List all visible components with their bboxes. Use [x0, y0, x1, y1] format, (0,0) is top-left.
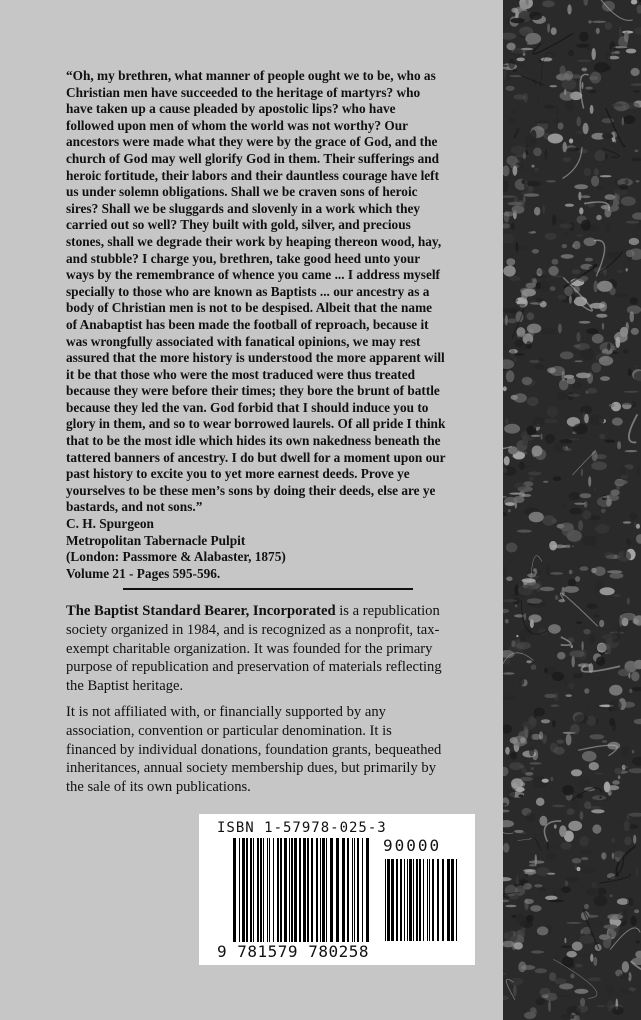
price-code: 90000	[383, 836, 442, 855]
addon-barcode-bars	[385, 859, 459, 941]
marble-texture-strip	[503, 0, 641, 1020]
quote-publisher: (London: Passmore & Alabaster, 1875)	[66, 549, 286, 565]
publisher-description	[66, 602, 444, 804]
marble-texture	[503, 0, 641, 1020]
divider-rule	[123, 588, 413, 590]
about-paragraph-1-text: is a republication society organized in 1984, and is recognized as a nonprofit, tax-exempt charitable organization. It was founded for the primary purpose of republication and preservation of materials reflecting the Baptist heritage.	[66, 603, 442, 695]
quote-text: “Oh, my brethren, what manner of people ought we to be, who as Christian men have succeeded to the heritage of martyrs? who have taken up a cause pleaded by apostolic lips? who have followed upon men of whom the world was not worthy? Our ancestors were made what they were by the grace of God, and the church of God may well glorify God in them. Their sufferings and heroic fortitude, their labors and their dauntless courage have left us under solemn obligations. Shall we be craven sons of heroic sires? Shall we be sluggards and slovenly in a work which they carried out so well? They built with gold, silver, and precious stones, shall we degrade their work by heaping thereon wood, hay, and stubble? I charge you, brethren, take good heed unto your ways by the remembrance of whence you came ... I address myself specially to those who are known as Baptists ... our ancestry as a body of Christian men is not to be despised. Albeit that the name of Anabaptist has been made the football of reproach, because it was wrongfully associated with fanatical opinions, we may rest assured that the more history is understood the more apparent will it be that those who were the most traduced were thus treated because they were before their times; they bore the brunt of battle because they led the van. God forbid that I should induce you to glory in them, and so to wear borrowed laurels. Of all pride I think that to be the most idle which hides its own nakedness beneath the tattered banners of ancestry. I do but dwell for a moment upon our past history to excite you to yet more earnest deeds. Prove ye yourselves to be these men’s sons by doing their deeds, else are ye bastards, and not sons.”	[66, 68, 446, 515]
about-paragraph-1	[66, 602, 444, 696]
quote-source-title: Metropolitan Tabernacle Pulpit	[66, 532, 246, 548]
spurgeon-quote-block	[66, 68, 446, 582]
ean-barcode-bars	[233, 838, 371, 942]
isbn-label: ISBN 1-57978-025-3	[217, 820, 387, 836]
org-name: The Baptist Standard Bearer, Incorporated	[66, 603, 336, 619]
quote-volume: Volume 21 - Pages 595-596.	[66, 565, 221, 581]
isbn-barcode	[199, 814, 475, 965]
about-paragraph-2: It is not affiliated with, or financially supported by any association, convention or particular denomination. It is financed by individual donations, foundation grants, bequeathed inheritances, annual society membership dues, but primarily by the sale of its own publications.	[66, 703, 442, 796]
quote-author: C. H. Spurgeon	[66, 516, 154, 532]
ean-number: 9 781579 780258	[217, 942, 369, 961]
